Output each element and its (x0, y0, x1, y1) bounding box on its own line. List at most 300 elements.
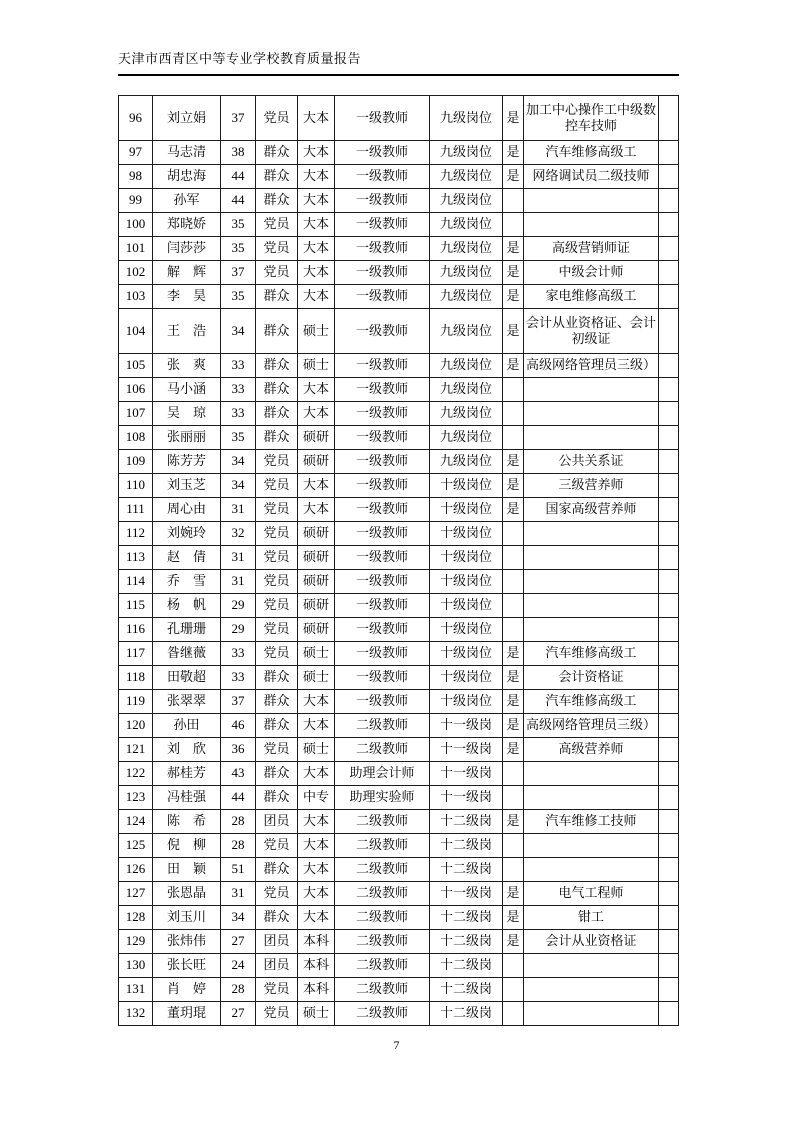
cell-political: 团员 (256, 954, 298, 978)
cell-flag (503, 546, 524, 570)
cell-education: 硕士 (298, 309, 335, 354)
cell-flag: 是 (503, 285, 524, 309)
cell-title: 二级教师 (335, 906, 430, 930)
cell-education: 大本 (298, 285, 335, 309)
cell-political: 党员 (256, 213, 298, 237)
cell-political: 党员 (256, 522, 298, 546)
cell-position: 十二级岗 (430, 906, 503, 930)
cell-political: 党员 (256, 474, 298, 498)
cell-cert: 汽车维修工技师 (524, 810, 659, 834)
cell-cert: 家电维修高级工 (524, 285, 659, 309)
cell-political: 群众 (256, 858, 298, 882)
cell-education: 大本 (298, 189, 335, 213)
cell-position: 九级岗位 (430, 165, 503, 189)
cell-age: 35 (221, 237, 256, 261)
cell-political: 党员 (256, 450, 298, 474)
cell-no: 132 (119, 1002, 153, 1026)
cell-education: 本科 (298, 954, 335, 978)
cell-education: 硕研 (298, 570, 335, 594)
cell-cert (524, 1002, 659, 1026)
cell-name: 周心由 (153, 498, 221, 522)
cell-age: 29 (221, 618, 256, 642)
cell-title: 一级教师 (335, 96, 430, 141)
cell-age: 28 (221, 810, 256, 834)
cell-position: 九级岗位 (430, 426, 503, 450)
cell-no: 112 (119, 522, 153, 546)
cell-position: 十二级岗 (430, 930, 503, 954)
table-row (119, 954, 679, 978)
table-row (119, 498, 679, 522)
cell-flag (503, 954, 524, 978)
cell-flag: 是 (503, 354, 524, 378)
cell-cert (524, 213, 659, 237)
cell-no: 123 (119, 786, 153, 810)
cell-cert: 中级会计师 (524, 261, 659, 285)
cell-name: 刘婉玲 (153, 522, 221, 546)
cell-flag (503, 762, 524, 786)
cell-no: 125 (119, 834, 153, 858)
cell-age: 35 (221, 213, 256, 237)
cell-extra (659, 96, 679, 141)
teacher-roster-body (119, 96, 679, 1026)
cell-age: 34 (221, 450, 256, 474)
cell-age: 33 (221, 642, 256, 666)
cell-education: 大本 (298, 858, 335, 882)
cell-extra (659, 762, 679, 786)
cell-name: 田敬超 (153, 666, 221, 690)
cell-age: 24 (221, 954, 256, 978)
table-row (119, 141, 679, 165)
cell-education: 大本 (298, 378, 335, 402)
cell-political: 党员 (256, 642, 298, 666)
cell-education: 大本 (298, 810, 335, 834)
cell-title: 二级教师 (335, 738, 430, 762)
table-row (119, 426, 679, 450)
cell-title: 一级教师 (335, 594, 430, 618)
cell-age: 29 (221, 594, 256, 618)
cell-political: 党员 (256, 882, 298, 906)
cell-political: 党员 (256, 96, 298, 141)
cell-title: 一级教师 (335, 474, 430, 498)
table-row (119, 906, 679, 930)
cell-no: 101 (119, 237, 153, 261)
cell-age: 28 (221, 978, 256, 1002)
cell-political: 群众 (256, 354, 298, 378)
cell-no: 100 (119, 213, 153, 237)
cell-extra (659, 714, 679, 738)
cell-extra (659, 498, 679, 522)
cell-cert (524, 762, 659, 786)
cell-political: 党员 (256, 1002, 298, 1026)
cell-no: 106 (119, 378, 153, 402)
cell-name: 张恩晶 (153, 882, 221, 906)
cell-political: 党员 (256, 834, 298, 858)
cell-no: 113 (119, 546, 153, 570)
cell-title: 一级教师 (335, 261, 430, 285)
cell-position: 九级岗位 (430, 450, 503, 474)
cell-no: 105 (119, 354, 153, 378)
cell-flag (503, 786, 524, 810)
cell-political: 群众 (256, 189, 298, 213)
cell-title: 二级教师 (335, 810, 430, 834)
cell-age: 51 (221, 858, 256, 882)
cell-cert (524, 378, 659, 402)
cell-position: 十级岗位 (430, 642, 503, 666)
table-row (119, 522, 679, 546)
cell-flag (503, 189, 524, 213)
cell-position: 十二级岗 (430, 858, 503, 882)
cell-no: 129 (119, 930, 153, 954)
cell-no: 111 (119, 498, 153, 522)
cell-no: 96 (119, 96, 153, 141)
table-row (119, 786, 679, 810)
cell-name: 冯桂强 (153, 786, 221, 810)
table-row (119, 810, 679, 834)
cell-position: 十级岗位 (430, 666, 503, 690)
cell-education: 硕研 (298, 450, 335, 474)
cell-title: 一级教师 (335, 450, 430, 474)
cell-extra (659, 426, 679, 450)
cell-political: 群众 (256, 762, 298, 786)
cell-name: 倪 柳 (153, 834, 221, 858)
cell-cert (524, 858, 659, 882)
cell-flag: 是 (503, 690, 524, 714)
table-row (119, 978, 679, 1002)
cell-extra (659, 522, 679, 546)
cell-age: 36 (221, 738, 256, 762)
cell-extra (659, 165, 679, 189)
cell-title: 一级教师 (335, 309, 430, 354)
table-row (119, 762, 679, 786)
cell-extra (659, 642, 679, 666)
table-row (119, 666, 679, 690)
cell-age: 34 (221, 906, 256, 930)
cell-name: 张 爽 (153, 354, 221, 378)
cell-title: 一级教师 (335, 618, 430, 642)
cell-position: 九级岗位 (430, 141, 503, 165)
cell-cert (524, 570, 659, 594)
cell-flag (503, 834, 524, 858)
cell-cert: 国家高级营养师 (524, 498, 659, 522)
cell-title: 一级教师 (335, 570, 430, 594)
cell-cert: 网络调试员二级技师 (524, 165, 659, 189)
cell-political: 群众 (256, 402, 298, 426)
cell-age: 37 (221, 96, 256, 141)
table-row (119, 378, 679, 402)
cell-extra (659, 834, 679, 858)
cell-cert (524, 189, 659, 213)
cell-name: 孔珊珊 (153, 618, 221, 642)
cell-political: 群众 (256, 426, 298, 450)
cell-education: 大本 (298, 714, 335, 738)
cell-title: 二级教师 (335, 978, 430, 1002)
cell-flag (503, 570, 524, 594)
cell-title: 一级教师 (335, 402, 430, 426)
cell-flag: 是 (503, 666, 524, 690)
cell-title: 一级教师 (335, 141, 430, 165)
cell-education: 硕研 (298, 618, 335, 642)
cell-education: 硕研 (298, 594, 335, 618)
cell-education: 中专 (298, 786, 335, 810)
cell-name: 王 浩 (153, 309, 221, 354)
table-row (119, 402, 679, 426)
cell-education: 大本 (298, 498, 335, 522)
cell-education: 大本 (298, 165, 335, 189)
cell-cert (524, 402, 659, 426)
cell-extra (659, 882, 679, 906)
table-row (119, 237, 679, 261)
cell-age: 33 (221, 378, 256, 402)
cell-position: 九级岗位 (430, 213, 503, 237)
cell-political: 群众 (256, 714, 298, 738)
table-row (119, 546, 679, 570)
cell-title: 一级教师 (335, 378, 430, 402)
cell-name: 刘玉芝 (153, 474, 221, 498)
cell-age: 43 (221, 762, 256, 786)
cell-political: 群众 (256, 690, 298, 714)
cell-name: 肖 婷 (153, 978, 221, 1002)
cell-age: 34 (221, 309, 256, 354)
table-row (119, 714, 679, 738)
cell-cert: 电气工程师 (524, 882, 659, 906)
cell-no: 119 (119, 690, 153, 714)
cell-age: 33 (221, 666, 256, 690)
cell-flag (503, 858, 524, 882)
cell-flag: 是 (503, 237, 524, 261)
cell-education: 本科 (298, 978, 335, 1002)
cell-education: 大本 (298, 213, 335, 237)
cell-cert: 会计从业资格证 (524, 930, 659, 954)
cell-position: 十二级岗 (430, 954, 503, 978)
cell-no: 122 (119, 762, 153, 786)
cell-title: 助理会计师 (335, 762, 430, 786)
cell-extra (659, 810, 679, 834)
cell-extra (659, 309, 679, 354)
cell-title: 一级教师 (335, 522, 430, 546)
cell-name: 李 昊 (153, 285, 221, 309)
table-row (119, 165, 679, 189)
cell-political: 党员 (256, 237, 298, 261)
cell-title: 一级教师 (335, 498, 430, 522)
cell-cert: 汽车维修高级工 (524, 141, 659, 165)
cell-extra (659, 474, 679, 498)
cell-flag (503, 402, 524, 426)
header-title: 天津市西青区中等专业学校教育质量报告 (118, 51, 362, 66)
cell-position: 十级岗位 (430, 474, 503, 498)
cell-cert (524, 426, 659, 450)
cell-title: 二级教师 (335, 882, 430, 906)
cell-flag (503, 213, 524, 237)
cell-title: 一级教师 (335, 165, 430, 189)
cell-political: 党员 (256, 546, 298, 570)
cell-cert (524, 522, 659, 546)
cell-age: 31 (221, 498, 256, 522)
table-row (119, 930, 679, 954)
cell-name: 马志清 (153, 141, 221, 165)
cell-age: 34 (221, 474, 256, 498)
cell-political: 党员 (256, 978, 298, 1002)
cell-cert: 高级营销师证 (524, 237, 659, 261)
cell-extra (659, 213, 679, 237)
table-row (119, 474, 679, 498)
cell-flag: 是 (503, 642, 524, 666)
cell-political: 党员 (256, 498, 298, 522)
cell-position: 十级岗位 (430, 498, 503, 522)
cell-cert: 会计资格证 (524, 666, 659, 690)
cell-flag: 是 (503, 498, 524, 522)
cell-flag: 是 (503, 261, 524, 285)
cell-extra (659, 954, 679, 978)
cell-name: 昝继薇 (153, 642, 221, 666)
cell-political: 群众 (256, 906, 298, 930)
table-row (119, 285, 679, 309)
cell-cert: 高级营养师 (524, 738, 659, 762)
cell-cert (524, 954, 659, 978)
cell-age: 37 (221, 261, 256, 285)
cell-name: 赵 倩 (153, 546, 221, 570)
cell-title: 一级教师 (335, 426, 430, 450)
cell-name: 陈 希 (153, 810, 221, 834)
cell-political: 群众 (256, 378, 298, 402)
cell-flag: 是 (503, 96, 524, 141)
cell-position: 十二级岗 (430, 810, 503, 834)
cell-age: 31 (221, 882, 256, 906)
cell-no: 98 (119, 165, 153, 189)
cell-political: 党员 (256, 738, 298, 762)
cell-cert (524, 834, 659, 858)
cell-position: 十级岗位 (430, 546, 503, 570)
cell-title: 一级教师 (335, 189, 430, 213)
cell-name: 张长旺 (153, 954, 221, 978)
cell-no: 104 (119, 309, 153, 354)
table-row (119, 882, 679, 906)
cell-name: 张炜伟 (153, 930, 221, 954)
cell-age: 35 (221, 426, 256, 450)
cell-political: 群众 (256, 666, 298, 690)
cell-name: 闫莎莎 (153, 237, 221, 261)
cell-education: 大本 (298, 96, 335, 141)
cell-political: 党员 (256, 618, 298, 642)
cell-cert: 汽车维修高级工 (524, 690, 659, 714)
cell-political: 群众 (256, 285, 298, 309)
cell-name: 杨 帆 (153, 594, 221, 618)
cell-political: 党员 (256, 570, 298, 594)
cell-title: 二级教师 (335, 834, 430, 858)
cell-extra (659, 141, 679, 165)
cell-no: 118 (119, 666, 153, 690)
cell-age: 35 (221, 285, 256, 309)
cell-name: 郝桂芳 (153, 762, 221, 786)
cell-education: 硕研 (298, 522, 335, 546)
cell-name: 刘 欣 (153, 738, 221, 762)
cell-extra (659, 690, 679, 714)
cell-age: 44 (221, 165, 256, 189)
cell-flag: 是 (503, 882, 524, 906)
table-row (119, 1002, 679, 1026)
cell-no: 97 (119, 141, 153, 165)
cell-position: 九级岗位 (430, 189, 503, 213)
cell-name: 张翠翠 (153, 690, 221, 714)
cell-position: 九级岗位 (430, 378, 503, 402)
cell-age: 38 (221, 141, 256, 165)
cell-extra (659, 594, 679, 618)
cell-flag: 是 (503, 474, 524, 498)
cell-no: 102 (119, 261, 153, 285)
cell-political: 群众 (256, 309, 298, 354)
cell-cert: 三级营养师 (524, 474, 659, 498)
cell-name: 郑晓娇 (153, 213, 221, 237)
cell-cert: 会计从业资格证、会计初级证 (524, 309, 659, 354)
cell-cert: 汽车维修高级工 (524, 642, 659, 666)
table-row (119, 261, 679, 285)
cell-education: 本科 (298, 930, 335, 954)
cell-education: 大本 (298, 834, 335, 858)
cell-extra (659, 261, 679, 285)
cell-position: 九级岗位 (430, 261, 503, 285)
cell-age: 27 (221, 930, 256, 954)
cell-political: 群众 (256, 165, 298, 189)
cell-education: 大本 (298, 882, 335, 906)
cell-cert (524, 546, 659, 570)
cell-position: 九级岗位 (430, 354, 503, 378)
cell-age: 33 (221, 354, 256, 378)
cell-no: 115 (119, 594, 153, 618)
cell-age: 31 (221, 570, 256, 594)
cell-title: 一级教师 (335, 237, 430, 261)
cell-flag: 是 (503, 450, 524, 474)
cell-extra (659, 402, 679, 426)
cell-position: 十一级岗 (430, 762, 503, 786)
cell-position: 十一级岗 (430, 882, 503, 906)
cell-name: 马小涵 (153, 378, 221, 402)
cell-flag: 是 (503, 165, 524, 189)
cell-cert: 高级网络管理员三级） (524, 714, 659, 738)
cell-age: 46 (221, 714, 256, 738)
table-row (119, 213, 679, 237)
cell-flag (503, 618, 524, 642)
cell-flag: 是 (503, 738, 524, 762)
table-row (119, 642, 679, 666)
cell-extra (659, 666, 679, 690)
cell-name: 董玥琨 (153, 1002, 221, 1026)
cell-cert (524, 978, 659, 1002)
cell-no: 128 (119, 906, 153, 930)
cell-age: 32 (221, 522, 256, 546)
cell-extra (659, 906, 679, 930)
cell-flag (503, 978, 524, 1002)
cell-position: 十级岗位 (430, 570, 503, 594)
table-row (119, 450, 679, 474)
cell-extra (659, 1002, 679, 1026)
cell-flag: 是 (503, 810, 524, 834)
cell-extra (659, 189, 679, 213)
cell-cert: 钳工 (524, 906, 659, 930)
cell-position: 十一级岗 (430, 786, 503, 810)
cell-name: 吴 琼 (153, 402, 221, 426)
table-row (119, 96, 679, 141)
cell-cert (524, 618, 659, 642)
cell-title: 一级教师 (335, 546, 430, 570)
cell-position: 九级岗位 (430, 237, 503, 261)
cell-title: 二级教师 (335, 930, 430, 954)
cell-education: 硕士 (298, 354, 335, 378)
cell-extra (659, 978, 679, 1002)
cell-flag: 是 (503, 714, 524, 738)
cell-flag (503, 522, 524, 546)
cell-no: 120 (119, 714, 153, 738)
cell-position: 九级岗位 (430, 285, 503, 309)
cell-title: 一级教师 (335, 354, 430, 378)
